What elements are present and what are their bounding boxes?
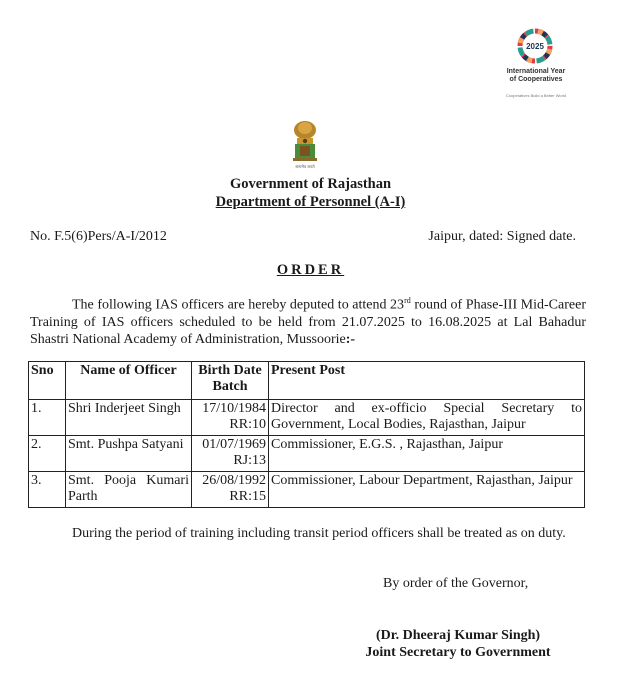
table-row bbox=[29, 436, 585, 472]
department-title: Department of Personnel (A-I) bbox=[215, 194, 406, 210]
government-title: Government of Rajasthan bbox=[229, 176, 392, 192]
coop-tagline: Cooperatives Build a Better World bbox=[505, 93, 567, 98]
row-post: Director and ex-officio Special Secretary to Government, Local Bodies, Rajasthan, Jaipur bbox=[269, 400, 585, 436]
header-name: Name of Officer bbox=[66, 362, 192, 400]
row-birth-date-batch: 26/08/1992 RR:15 bbox=[192, 472, 269, 508]
table-row bbox=[29, 400, 585, 436]
row-sno: 2. bbox=[29, 436, 66, 472]
row-name: Shri Inderjeet Singh bbox=[66, 400, 192, 436]
row-birth-date-batch: 01/07/1969 RJ:13 bbox=[192, 436, 269, 472]
row-name: Smt. Pooja Kumari Parth bbox=[66, 472, 192, 508]
intro-paragraph: The following IAS officers are hereby deputed to attend 23rd round of Phase-III Mid-Career Training of IAS officers scheduled to be held from 21.07.2025 to 16.08.2025 at Lal Bahadur Shastri National Academy of Administration, Mussoorie:- bbox=[30, 296, 586, 347]
cooperatives-ring-icon bbox=[515, 26, 555, 66]
row-post: Commissioner, Labour Department, Rajasthan, Jaipur bbox=[269, 472, 585, 508]
coop-badge-year: 2025 bbox=[526, 42, 544, 51]
row-birth-date-batch: 17/10/1984 RR:10 bbox=[192, 400, 269, 436]
header-present-post: Present Post bbox=[269, 362, 585, 400]
emblem-motto: सत्यमेव जयते bbox=[295, 164, 315, 169]
cooperatives-2025-logo bbox=[493, 26, 579, 104]
duty-note: During the period of training including transit period officers shall be treated as on duty. bbox=[72, 526, 566, 541]
signatory-designation: Joint Secretary to Government bbox=[365, 645, 551, 660]
officers-table bbox=[28, 361, 585, 508]
reference-number: No. F.5(6)Pers/A-I/2012 bbox=[30, 229, 167, 244]
table-header-row bbox=[29, 362, 585, 400]
ashoka-emblem-icon bbox=[288, 118, 322, 166]
row-sno: 3. bbox=[29, 472, 66, 508]
ordinal-superscript: rd bbox=[404, 296, 411, 305]
row-sno: 1. bbox=[29, 400, 66, 436]
row-post: Commissioner, E.G.S. , Rajasthan, Jaipur bbox=[269, 436, 585, 472]
header-sno: Sno bbox=[29, 362, 66, 400]
header-birth-date-batch: Birth Date Batch bbox=[192, 362, 269, 400]
coop-title: International Year of Cooperatives bbox=[506, 68, 566, 83]
table-row bbox=[29, 472, 585, 508]
state-emblem bbox=[288, 118, 322, 168]
row-name: Smt. Pushpa Satyani bbox=[66, 436, 192, 472]
order-title: ORDER bbox=[276, 262, 345, 278]
by-order-line: By order of the Governor, bbox=[383, 576, 529, 591]
dated-line: Jaipur, dated: Signed date. bbox=[428, 229, 576, 244]
signatory-name: (Dr. Dheeraj Kumar Singh) bbox=[375, 628, 541, 643]
